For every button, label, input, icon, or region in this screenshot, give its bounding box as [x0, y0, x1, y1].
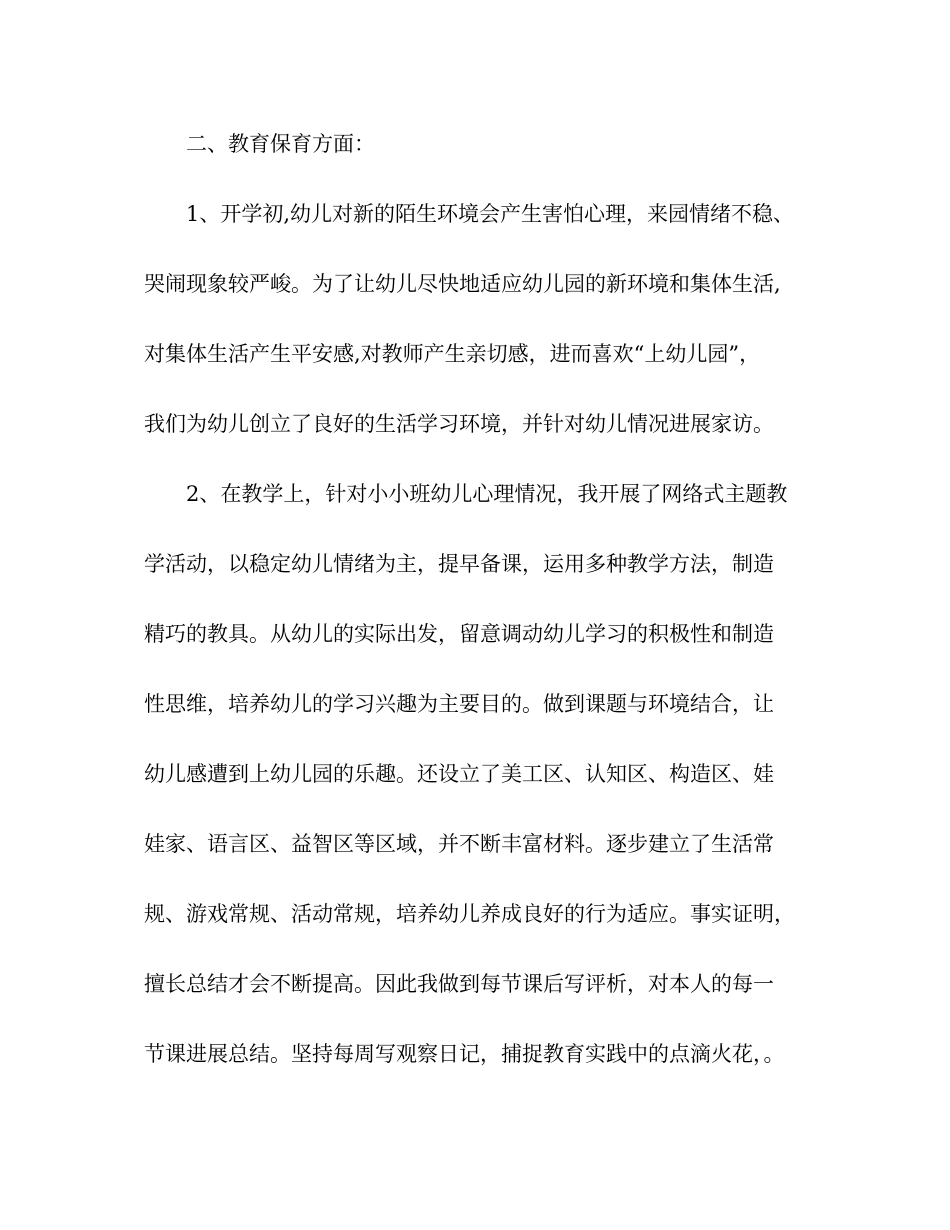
paragraph-line: 2、在教学上，针对小小班幼儿心理情况，我开展了网络式主题教 [186, 482, 788, 506]
section-heading: 二、教育保育方面： [186, 132, 375, 156]
paragraph-line: 擅长总结才会不断提高。因此我做到每节课后写评析，对本人的每一 [144, 972, 774, 996]
paragraph-line: 学活动，以稳定幼儿情绪为主，提早备课，运用多种教学方法，制造 [144, 552, 774, 576]
paragraph-line: 我们为幼儿创立了良好的生活学习环境，并针对幼儿情况进展家访。 [144, 412, 774, 436]
paragraph-line: 规、游戏常规、活动常规，培养幼儿养成良好的行为适应。事实证明， [144, 902, 795, 926]
paragraph-line: 娃家、语言区、益智区等区域，并不断丰富材料。逐步建立了生活常 [144, 832, 774, 856]
paragraph-line: 节课进展总结。坚持每周写观察日记，捕捉教育实践中的点滴火花，。 [144, 1042, 785, 1066]
paragraph-line: 对集体生活产生平安感,对教师产生亲切感，进而喜欢“上幼儿园”， [144, 342, 761, 366]
paragraph-line: 哭闹现象较严峻。为了让幼儿尽快地适应幼儿园的新环境和集体生活, [144, 272, 781, 296]
paragraph-line: 精巧的教具。从幼儿的实际出发，留意调动幼儿学习的积极性和制造 [144, 622, 774, 646]
paragraph-line: 幼儿感遭到上幼儿园的乐趣。还设立了美工区、认知区、构造区、娃 [144, 762, 774, 786]
paragraph-line: 性思维，培养幼儿的学习兴趣为主要目的。做到课题与环境结合，让 [144, 692, 774, 716]
paragraph-line: 1、开学初,幼儿对新的陌生环境会产生害怕心理，来园情绪不稳、 [186, 202, 795, 226]
